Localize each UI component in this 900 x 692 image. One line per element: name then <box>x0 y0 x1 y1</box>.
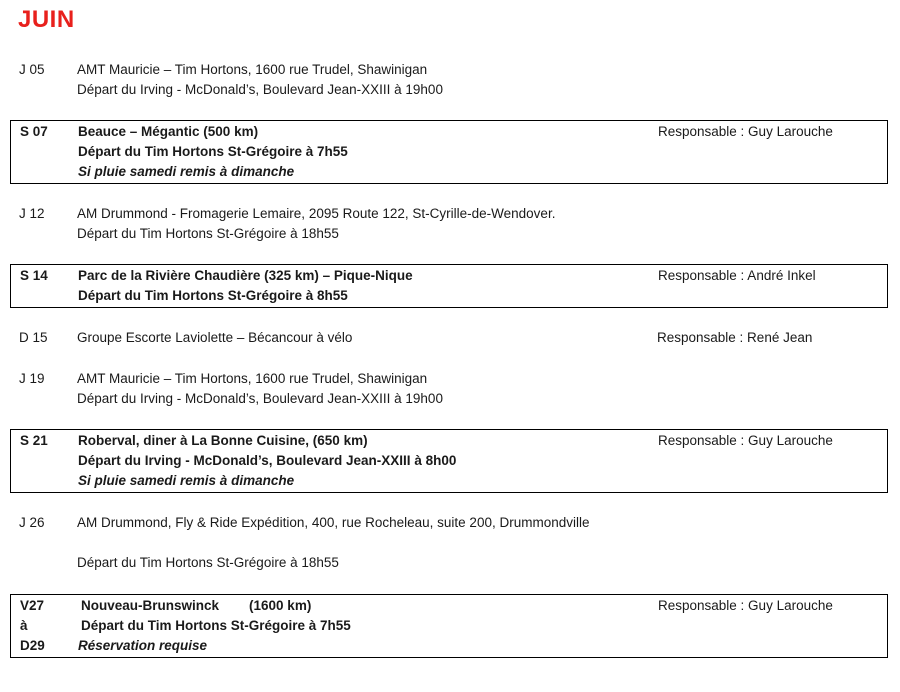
event-departure: Départ du Tim Hortons St-Grégoire à 8h55 <box>78 288 348 303</box>
event-location: AM Drummond - Fromagerie Lemaire, 2095 Route 122, St-Cyrille-de-Wendover. <box>77 206 556 221</box>
event-day: S 21 <box>20 433 48 448</box>
event-day: J 19 <box>19 371 45 386</box>
event-departure: Départ du Irving - McDonald’s, Boulevard Jean-XXIII à 19h00 <box>77 82 443 97</box>
event-departure: Départ du Irving - McDonald’s, Boulevard Jean-XXIII à 8h00 <box>78 453 457 468</box>
event-location: Roberval, diner à La Bonne Cuisine, (650 km) <box>78 433 368 448</box>
event-v27-d29 <box>10 594 888 658</box>
event-day: S 14 <box>20 268 48 283</box>
event-s07 <box>10 120 888 184</box>
event-day: S 07 <box>20 124 48 139</box>
event-location: Parc de la Rivière Chaudière (325 km) – Pique-Nique <box>78 268 413 283</box>
event-note: Réservation requise <box>78 638 208 653</box>
event-location: Nouveau-Brunswinck (1600 km) <box>81 598 312 613</box>
event-day: J 26 <box>19 515 45 530</box>
event-note: Si pluie samedi remis à dimanche <box>78 473 295 488</box>
event-departure: Départ du Tim Hortons St-Grégoire à 18h55 <box>77 226 339 241</box>
event-d15 <box>10 328 888 348</box>
event-location: AM Drummond, Fly & Ride Expédition, 400, rue Rocheleau, suite 200, Drummondville <box>77 515 590 530</box>
event-location: AMT Mauricie – Tim Hortons, 1600 rue Trudel, Shawinigan <box>77 371 428 386</box>
event-day: J 12 <box>19 206 45 221</box>
event-day: D 15 <box>19 330 48 345</box>
event-day: V27 <box>20 598 45 613</box>
event-departure: Départ du Tim Hortons St-Grégoire à 18h55 <box>77 555 339 570</box>
event-j19 <box>10 369 888 409</box>
event-note: Si pluie samedi remis à dimanche <box>78 164 295 179</box>
event-s14 <box>10 264 888 308</box>
event-day: à <box>20 618 28 633</box>
event-j12 <box>10 204 888 244</box>
event-departure: Départ du Tim Hortons St-Grégoire à 7h55 <box>78 144 348 159</box>
event-location: Groupe Escorte Laviolette – Bécancour à vélo <box>77 330 353 345</box>
event-s21 <box>10 429 888 493</box>
event-responsable: Responsable : Guy Larouche <box>658 598 833 613</box>
event-responsable: Responsable : Guy Larouche <box>658 124 833 139</box>
event-responsable: Responsable : Guy Larouche <box>658 433 833 448</box>
event-location: AMT Mauricie – Tim Hortons, 1600 rue Trudel, Shawinigan <box>77 62 428 77</box>
event-location: Beauce – Mégantic (500 km) <box>78 124 259 139</box>
page-title: JUIN <box>18 6 75 33</box>
event-j05 <box>10 60 888 100</box>
event-departure: Départ du Irving - McDonald’s, Boulevard Jean-XXIII à 19h00 <box>77 391 443 406</box>
event-responsable: Responsable : René Jean <box>657 330 813 345</box>
event-j26 <box>10 513 888 573</box>
event-departure: Départ du Tim Hortons St-Grégoire à 7h55 <box>81 618 351 633</box>
event-responsable: Responsable : André Inkel <box>658 268 816 283</box>
event-day: J 05 <box>19 62 45 77</box>
event-day: D29 <box>20 638 45 653</box>
